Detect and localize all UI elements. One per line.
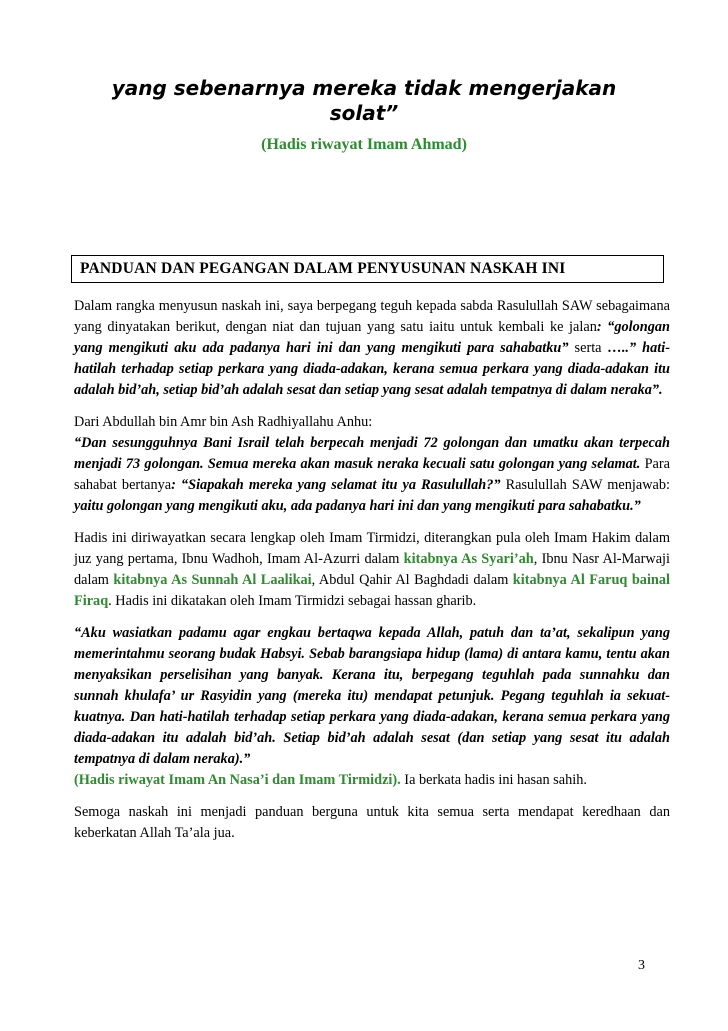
p2-text-e: Rasulullah SAW menjawab: [500, 477, 670, 493]
p3-text-a: Hadis ini diriwayatkan secara lengkap oleh Imam Tirmidzi, diterangkan pula oleh Imam Hakim dalam juz yang pertama, Ibnu Wadhoh, Imam Al-Azurri dalam [74, 530, 670, 567]
paragraph-closing: Semoga naskah ini menjadi panduan berguna untuk kita semua serta mendapat keredhaan dan keberkatan Allah Ta’ala jua. [74, 804, 670, 841]
p1-hadith-quote-a: : “golongan yang mengikuti aku ada padanya hari ini dan yang mengikuti para sahabatku” [74, 319, 671, 356]
p3-text-e: , Abdul Qahir Al Baghdadi dalam [311, 572, 513, 588]
p2-narrator: Dari Abdullah bin Amr bin Ash Radhiyallahu Anhu: [74, 414, 373, 430]
p4-hadith-quote: “Aku wasiatkan padamu agar engkau bertaqwa kepada Allah, patuh dan ta’at, sekalipun yang memerintahmu seorang budak Habsyi. Sebab barangsiapa hidup (lama) di antara kamu, tentu akan menyaksikan perselisihan yang banyak. Kerana itu, berpegang teguhlah pada sunnahku dan sunnah khulafa’ ur Rasyidin yang (mereka itu) mendapat petunjuk. Pegang teguhlah ia sekuat-kuatnya. Dan hati-hatilah terhadap setiap perkara yang diada-adakan, kerana semua perkara yang diada-adakan itu adalah bid’ah. Setiap bid’ah adalah sesat (dan setiap yang sesat itu adalah tempatnya di dalam neraka).” [74, 625, 670, 767]
top-quote-attribution: (Hadis riwayat Imam Ahmad) [261, 136, 467, 153]
paragraph-wasiat [74, 623, 670, 791]
source-al-faruq: kitabnya Al Faruq bainal Firaq [74, 572, 670, 609]
p3-text-g: . Hadis ini dikatakan oleh Imam Tirmidzi sebagai hassan gharib. [108, 593, 477, 609]
top-quote-line-2: solat” [329, 101, 399, 125]
source-as-syariah: kitabnya As Syari’ah [403, 551, 534, 567]
body-text [74, 296, 670, 855]
p4-text-c: Ia berkata hadis ini hasan sahih. [400, 772, 587, 788]
source-as-sunnah: kitabnya As Sunnah Al Laalikai [113, 572, 312, 588]
p2-hadith-quote-b: : “Siapakah mereka yang selamat itu ya Rasulullah?” [171, 477, 501, 493]
section-heading: PANDUAN DAN PEGANGAN DALAM PENYUSUNAN NASKAH INI [71, 255, 664, 283]
p2-text-c: Para sahabat bertanya [74, 456, 670, 493]
p1-text-a: Dalam rangka menyusun naskah ini, saya berpegang teguh kepada sabda Rasulullah SAW sebagaimana yang dinyatakan berikut, dengan niat dan tujuan yang satu iaitu untuk kembali ke jalan [74, 298, 670, 335]
page-number: 3 [638, 958, 645, 973]
p2-hadith-quote-c: yaitu golongan yang mengikuti aku, ada padanya hari ini dan yang mengikuti para sahabatku.” [74, 498, 641, 514]
p1-text-c: serta [568, 340, 608, 356]
paragraph-intro [74, 296, 670, 401]
p4-attribution: (Hadis riwayat Imam An Nasa’i dan Imam Tirmidzi). [74, 772, 401, 788]
p1-hadith-quote-b: …..” hati-hatilah terhadap setiap perkara yang diada-adakan, kerana semua perkara yang diada-adakan itu adalah bid’ah, setiap bid’ah adalah sesat dan setiap yang sesat adalah tempatnya di dalam neraka”. [74, 340, 670, 398]
top-hadith-quote [60, 76, 668, 126]
top-quote-line-1: yang sebenarnya mereka tidak mengerjakan [111, 76, 617, 100]
p3-text-c: , Ibnu Nasr Al-Marwaji dalam [74, 551, 670, 588]
paragraph-sources [74, 528, 670, 612]
paragraph-narration [74, 412, 670, 517]
p2-hadith-quote-a: “Dan sesungguhnya Bani Israil telah berpecah menjadi 72 golongan dan umatku akan terpecah menjadi 73 golongan. Semua mereka akan masuk neraka kecuali satu golongan yang selamat. [74, 435, 670, 472]
